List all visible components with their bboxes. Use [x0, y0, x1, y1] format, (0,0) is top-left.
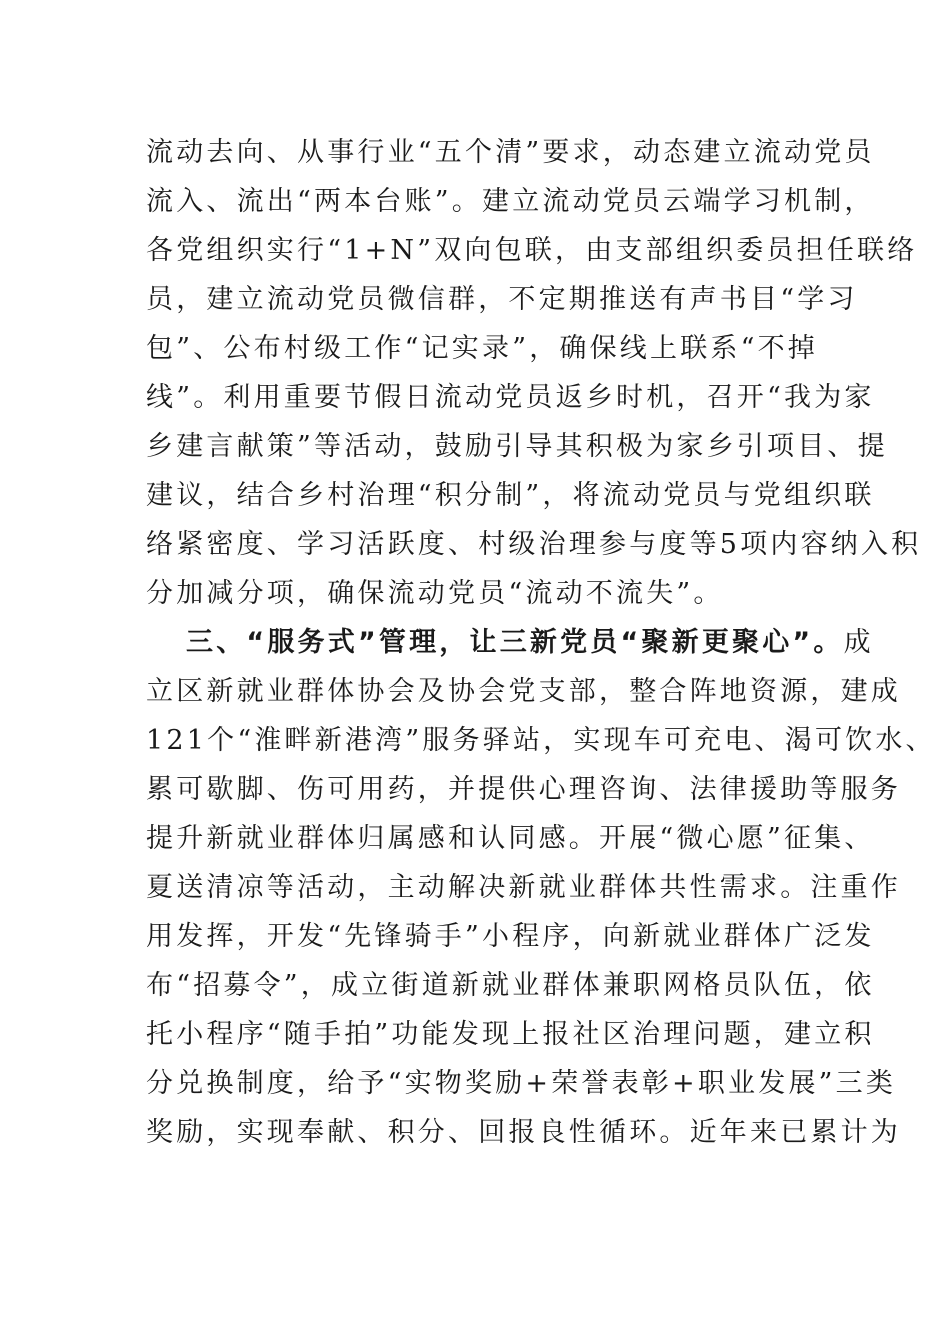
section-heading-line — [146, 618, 874, 667]
text-line: 乡建言献策”等活动，鼓励引导其积极为家乡引项目、提 — [146, 431, 888, 462]
text-line: 121个“淮畔新港湾”服务驿站，实现车可充电、渴可饮水、 — [146, 725, 936, 756]
text-line: 员，建立流动党员微信群，不定期推送有声书目“学习 — [146, 284, 858, 315]
text-line: 流动去向、从事行业“五个清”要求，动态建立流动党员 — [146, 137, 875, 168]
text-line: 夏送清凉等活动，主动解决新就业群体共性需求。注重作 — [146, 872, 901, 903]
text-line: 分兑换制度，给予“实物奖励+荣誉表彰+职业发展”三类 — [146, 1068, 897, 1099]
text-line: 提升新就业群体归属感和认同感。开展“微心愿”征集、 — [146, 823, 875, 854]
document-body — [146, 128, 936, 1157]
text-line: 线”。利用重要节假日流动党员返乡时机，召开“我为家 — [146, 382, 875, 413]
text-line: 布“招募令”，成立街道新就业群体兼职网格员队伍，依 — [146, 970, 875, 1001]
text-line: 奖励，实现奉献、积分、回报良性循环。近年来已累计为 — [146, 1117, 901, 1148]
text-line: 累可歇脚、伤可用药，并提供心理咨询、法律援助等服务 — [146, 774, 901, 805]
section-heading: 三、“服务式”管理，让三新党员“聚新更聚心”。 — [186, 627, 844, 658]
text-line: 立区新就业群体协会及协会党支部，整合阵地资源，建成 — [146, 676, 901, 707]
text-line: 包”、公布村级工作“记实录”，确保线上联系“不掉 — [146, 333, 819, 364]
text-line: 络紧密度、学习活跃度、村级治理参与度等5项内容纳入积 — [146, 529, 922, 560]
text-line: 用发挥，开发“先锋骑手”小程序，向新就业群体广泛发 — [146, 921, 875, 952]
text-line: 流入、流出“两本台账”。建立流动党员云端学习机制， — [146, 186, 875, 217]
text-line: 托小程序“随手拍”功能发现上报社区治理问题，建立积 — [146, 1019, 875, 1050]
text-line: 各党组织实行“1+N”双向包联，由支部组织委员担任联络 — [146, 235, 918, 266]
section-heading-tail: 成 — [843, 627, 874, 658]
text-line: 分加减分项，确保流动党员“流动不流失”。 — [146, 578, 724, 609]
text-line: 建议，结合乡村治理“积分制”，将流动党员与党组织联 — [146, 480, 875, 511]
